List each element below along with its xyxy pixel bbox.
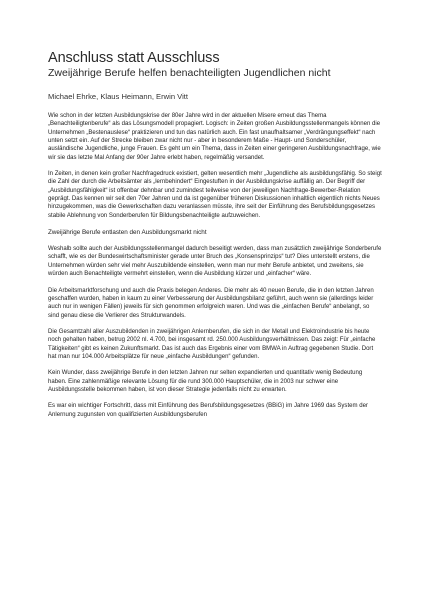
document-subtitle: Zweijährige Berufe helfen benachteiligten Jugendlichen nicht (48, 67, 331, 79)
author-line: Michael Ehrke, Klaus Heimann, Erwin Vitt (48, 92, 188, 101)
paragraph: Kein Wunder, dass zweijährige Berufe in den letzten Jahren nur selten expandierten und quantitativ wenig Bedeutung haben. Eine zahlenmäßige relevante Lösung für die rund 300.000 Hauptschüler, die in 2003 nur schwer eine Ausbildungsstelle bekommen haben, ist von dieser Strategie jedenfalls nicht zu erwarten. (48, 370, 363, 393)
paragraph: Die Gesamtzahl aller Auszubildenden in zweijährigen Anlernberufen, die sich in der Metall und Elektroindustrie bis heute noch gehalten haben, betrug 2002 nl. 4.700, bei insgesamt rd. 250.000 Ausbildungsverhältnissen. Das zeigt: Für „einfache Tätigkeiten“ gibt es keinen Zukunftsmarkt. Das ist auch das Ergebnis einer vom BMWA in Auftrag gegebenen Studie. Dort hat man nur 104.000 Arbeitsplätze für neue „einfache Ausbildungen“ gefunden. (48, 328, 376, 360)
paragraph: Es war ein wichtiger Fortschritt, dass mit Einführung des Berufsbildungsgesetzes (BBiG) im Jahre 1969 das System der Anlernung zugunsten von qualifizierten Ausbildungsberufen (48, 403, 368, 418)
paragraph: Weshalb sollte auch der Ausbildungsstellenmangel dadurch beseitigt werden, dass man zusätzlich zweijährige Sonderberufe schafft, wie es der Bundeswirtschaftsminister gerade unter Bruch des „Konsensprinzips“ tut? Dies unterstellt erstens, die Unternehmen würden sehr viel mehr Auszubildende einstellen, wenn man nur mehr Berufe anbietet, und zweitens, sie würden auch Benachteiligte vermehrt einstellen, wenn die Ausbildung kürzer und „einfacher“ wäre. (48, 246, 382, 278)
paragraph: Die Arbeitsmarktforschung und auch die Praxis belegen Anderes. Die mehr als 40 neuen Berufe, die in den letzten Jahren geschaffen wurden, haben in kaum zu einer Verbesserung der Ausbildungsbilanz geführt, auch wenn sie (allerdings leider auch nur in wenigen Fällen) jeweils für sich genommen erfolgreich waren. Und was die „einfachen Berufe“ anbelangt, so sind genau diese die Verlierer des Strukturwandels. (48, 287, 374, 319)
document-title: Anschluss statt Ausschluss (48, 50, 220, 66)
document-page (48, 50, 382, 427)
section-heading: Zweijährige Berufe entlasten den Ausbildungsmarkt nicht (48, 229, 207, 237)
paragraph: Wie schon in der letzten Ausbildungskrise der 80er Jahre wird in der aktuellen Misere erneut das Thema „Benachteiligtenberufe“ als das Lösungsmodell propagiert. Logisch: in Zeiten großen Ausbildungsstellenmangels können die Unternehmen „Bestenauslese“ praktizieren und tun das natürlich auch. Ein fast unaufhaltsamer „Verdrängungseffekt“ nach unten setzt ein. Auf der Strecke bleiben zwar nicht nur - aber in besonderem Maße - Haupt- und Sonderschüler, ausländische Jugendliche, junge Frauen. Es geht um ein Thema, dass in Zeiten einer geringeren Ausbildungsnachfrage, wie wir sie das letzte Mal Anfang der 90er Jahre erlebt haben, regelmäßig versandet. (48, 113, 381, 161)
paragraph: In Zeiten, in denen kein großer Nachfragedruck existiert, gelten wesentlich mehr „Jugendliche als ausbildungsfähig. So steigt die Zahl der durch die Arbeitsämter als „lernbehindert“ Eingestuften in der Ausbildungskrise auffällig an. Der Begriff der „Ausbildungsfähigkeit“ ist offenbar dehnbar und zumindest teilweise von der jeweiligen Nachfrage-Bewerber-Relation geprägt. Das kennen wir seit den 70er Jahren und da ist gegenüber früheren Diskussionen inhaltlich eigentlich nichts Neues hinzugekommen, was die Gewerkschaften dazu veranlassen müsste, ihre seit der Einführung des Berufsbildungsgesetzes stabile Ablehnung von Sonderberufen für Bildungsbenachteiligte aufzuweichen. (48, 171, 382, 219)
